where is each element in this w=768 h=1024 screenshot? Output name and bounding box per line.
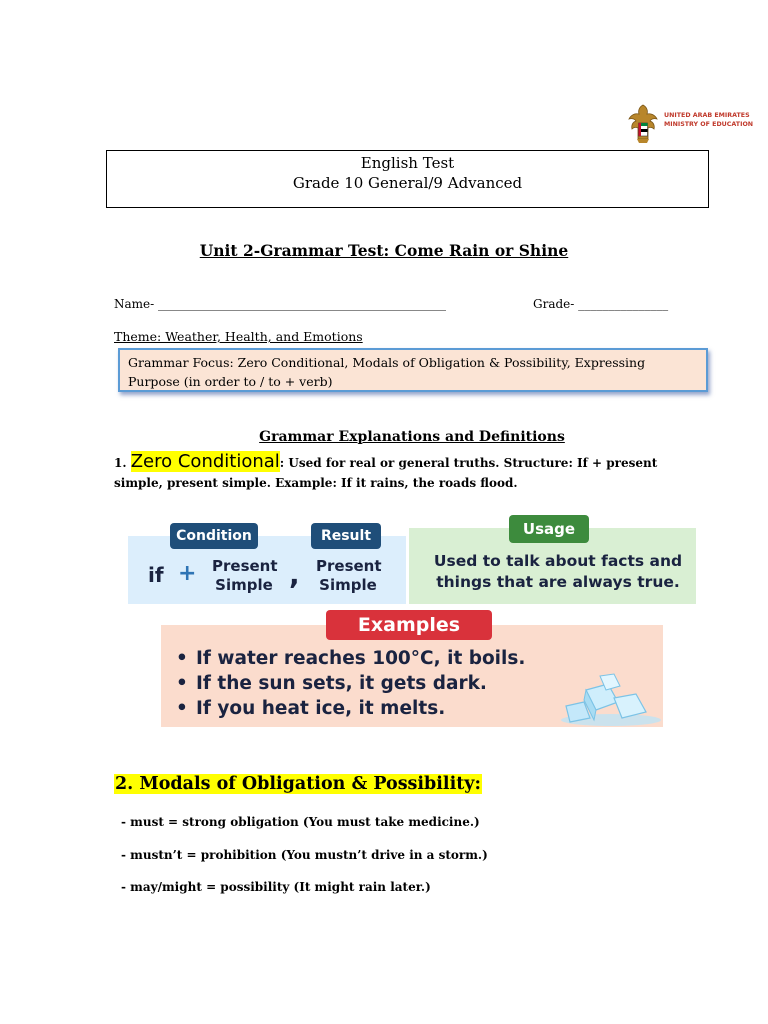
plus-icon: + [178, 561, 197, 586]
test-grade: Grade 10 General/9 Advanced [292, 174, 523, 192]
simple-word: Simple [319, 576, 377, 594]
theme-line: Theme: Weather, Health, and Emotions [114, 329, 363, 344]
present-simple-condition [212, 557, 276, 595]
zero-conditional-text: : Used for real or general truths. Structure: If + present simple, present simple. Example: If it rains, the roads flood. [114, 456, 658, 490]
modal-line-may-might: - may/might = possibility (It might rain later.) [121, 880, 431, 894]
name-field[interactable]: Name- ________________________________________________ [114, 297, 447, 311]
examples-label: Examples [326, 610, 492, 640]
example-item: • If you heat ice, it melts. [176, 696, 525, 721]
present-word: Present [212, 557, 278, 575]
grammar-focus-box [118, 348, 708, 392]
comma-icon: , [289, 558, 300, 591]
example-item: • If the sun sets, it gets dark. [176, 671, 525, 696]
example-item: • If water reaches 100°C, it boils. [176, 646, 525, 671]
present-word: Present [316, 557, 382, 575]
grade-field[interactable]: Grade- _______________ [533, 297, 669, 311]
unit-title: Unit 2-Grammar Test: Come Rain or Shine [199, 241, 569, 260]
ministry-logo [626, 103, 754, 145]
simple-word: Simple [215, 576, 273, 594]
test-title-box [106, 150, 709, 208]
modals-heading: 2. Modals of Obligation & Possibility: [115, 774, 481, 794]
logo-line-1: UNITED ARAB EMIRATES [664, 112, 750, 119]
ice-cubes-icon [556, 672, 662, 728]
zero-conditional-infographic [128, 512, 696, 727]
falcon-emblem-icon [626, 103, 660, 145]
examples-list [176, 646, 525, 721]
explanations-heading: Grammar Explanations and Definitions [259, 429, 565, 445]
modal-line-mustnt: - mustn’t = prohibition (You mustn’t drive in a storm.) [121, 848, 488, 862]
zero-conditional-paragraph [114, 452, 704, 493]
zero-conditional-number: 1. [114, 456, 127, 470]
test-title: English Test [360, 154, 455, 172]
condition-label: Condition [170, 523, 258, 549]
if-word: if [148, 563, 164, 587]
result-label: Result [311, 523, 381, 549]
logo-line-2: MINISTRY OF EDUCATION [664, 121, 754, 128]
present-simple-result [316, 557, 380, 595]
usage-text: Used to talk about facts and things that are always true. [433, 552, 683, 591]
zero-conditional-term: Zero Conditional [130, 451, 280, 472]
usage-label: Usage [509, 515, 589, 543]
modal-line-must: - must = strong obligation (You must take medicine.) [121, 815, 480, 829]
grammar-focus-text: Grammar Focus: Zero Conditional, Modals of Obligation & Possibility, Expressing Purpose (in order to / to + verb) [128, 355, 646, 389]
